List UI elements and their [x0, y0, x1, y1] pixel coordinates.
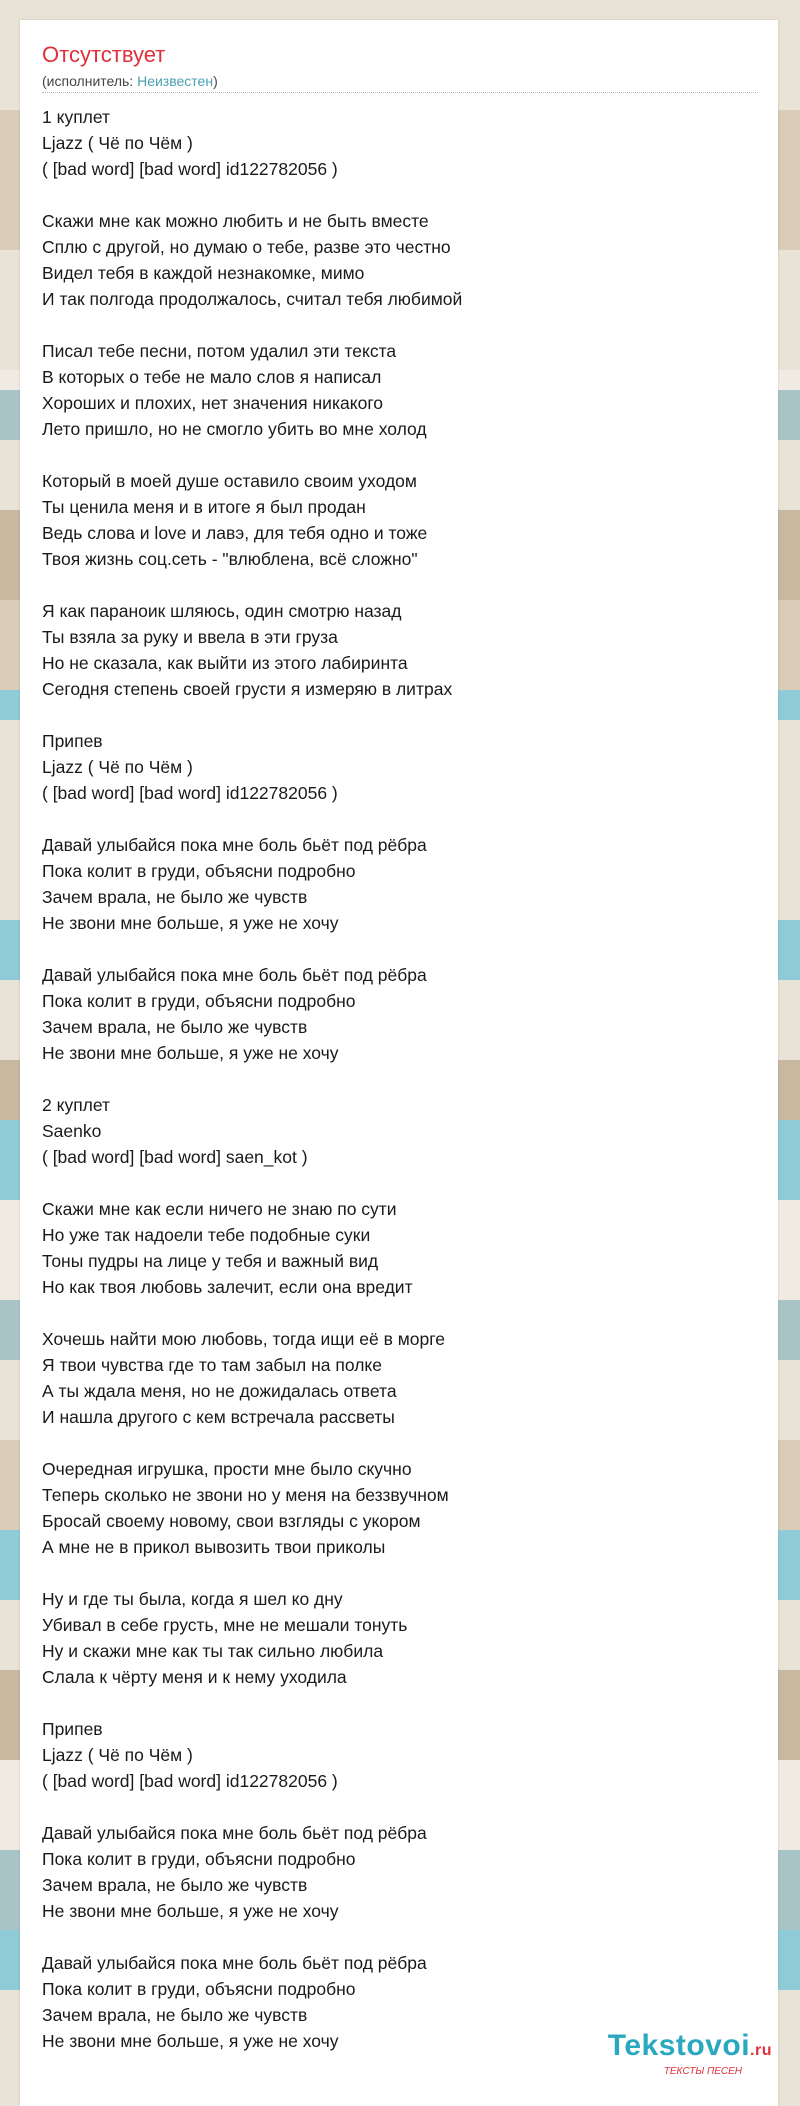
- lyric-line: ( [bad word] [bad word] saen_kot ): [42, 1147, 308, 1167]
- lyric-line: Писал тебе песни, потом удалил эти текста: [42, 341, 397, 361]
- lyric-blank-line: [42, 1924, 758, 1950]
- lyric-line: Скажи мне как если ничего не знаю по сути: [42, 1199, 397, 1219]
- lyric-line: ( [bad word] [bad word] id122782056 ): [42, 783, 338, 803]
- lyric-line: Пока колит в груди, объясни подробно: [42, 861, 356, 881]
- lyric-line: Ведь слова и love и лавэ, для тебя одно и тоже: [42, 523, 428, 543]
- lyric-blank-line: [42, 1690, 758, 1716]
- lyric-line: Хороших и плохих, нет значения никакого: [42, 393, 384, 413]
- lyric-line: Сегодня степень своей грусти я измеряю в литрах: [42, 679, 453, 699]
- lyric-line: Пока колит в груди, объясни подробно: [42, 1849, 356, 1869]
- site-logo[interactable]: [608, 2031, 772, 2078]
- lyric-line: Давай улыбайся пока мне боль бьёт под рёбра: [42, 835, 427, 855]
- lyric-blank-line: [42, 312, 758, 338]
- lyric-line: Припев: [42, 731, 103, 751]
- lyric-blank-line: [42, 572, 758, 598]
- lyric-line: Тоны пудры на лице у тебя и важный вид: [42, 1251, 379, 1271]
- lyric-line: Но уже так надоели тебе подобные суки: [42, 1225, 371, 1245]
- lyric-line: Не звони мне больше, я уже не хочу: [42, 2031, 339, 2051]
- lyric-line: Зачем врала, не было же чувств: [42, 887, 308, 907]
- lyric-line: Пока колит в груди, объясни подробно: [42, 991, 356, 1011]
- lyric-line: Сплю с другой, но думаю о тебе, разве это честно: [42, 237, 451, 257]
- lyric-line: Saenko: [42, 1121, 102, 1141]
- lyric-line: Лето пришло, но не смогло убить во мне холод: [42, 419, 427, 439]
- lyric-line: Видел тебя в каждой незнакомке, мимо: [42, 263, 365, 283]
- artist-prefix: (исполнитель:: [42, 73, 138, 89]
- lyric-line: А ты ждала меня, но не дожидалась ответа: [42, 1381, 397, 1401]
- lyric-line: Давай улыбайся пока мне боль бьёт под рёбра: [42, 965, 427, 985]
- lyric-line: Убивал в себе грусть, мне не мешали тонуть: [42, 1615, 408, 1635]
- lyric-line: Ну и где ты была, когда я шел ко дну: [42, 1589, 343, 1609]
- lyric-line: Слала к чёрту меня и к нему уходила: [42, 1667, 347, 1687]
- lyric-blank-line: [42, 806, 758, 832]
- lyric-line: Давай улыбайся пока мне боль бьёт под рёбра: [42, 1953, 427, 1973]
- lyric-blank-line: [42, 1430, 758, 1456]
- artist-suffix: ): [213, 73, 218, 89]
- logo-tld: .ru: [750, 2042, 772, 2059]
- lyric-blank-line: [42, 702, 758, 728]
- lyric-line: В которых о тебе не мало слов я написал: [42, 367, 382, 387]
- lyric-line: Очередная игрушка, прости мне было скучно: [42, 1459, 412, 1479]
- lyric-line: Скажи мне как можно любить и не быть вместе: [42, 211, 429, 231]
- lyric-blank-line: [42, 1560, 758, 1586]
- lyric-line: Ты взяла за руку и ввела в эти груза: [42, 627, 338, 647]
- lyric-line: А мне не в прикол вывозить твои приколы: [42, 1537, 386, 1557]
- lyric-blank-line: [42, 1170, 758, 1196]
- lyric-line: Теперь сколько не звони но у меня на беззвучном: [42, 1485, 449, 1505]
- logo-wordmark: [608, 2031, 772, 2066]
- logo-tagline: ТЕКСТЫ ПЕСЕН: [663, 2066, 742, 2077]
- lyric-line: Твоя жизнь соц.сеть - "влюблена, всё сложно": [42, 549, 418, 569]
- lyric-line: 2 куплет: [42, 1095, 111, 1115]
- lyrics-card: [20, 20, 778, 2106]
- lyric-line: Но не сказала, как выйти из этого лабиринта: [42, 653, 408, 673]
- lyric-blank-line: [42, 182, 758, 208]
- lyric-line: Припев: [42, 1719, 103, 1739]
- lyric-blank-line: [42, 936, 758, 962]
- lyric-line: Не звони мне больше, я уже не хочу: [42, 913, 339, 933]
- lyric-line: ( [bad word] [bad word] id122782056 ): [42, 159, 338, 179]
- lyric-line: Я как параноик шляюсь, один смотрю назад: [42, 601, 402, 621]
- lyric-line: Ljazz ( Чё по Чём ): [42, 757, 193, 777]
- lyrics-text: [42, 104, 758, 2054]
- logo-name: Tekstovoi: [607, 2029, 751, 2062]
- lyric-line: Ну и скажи мне как ты так сильно любила: [42, 1641, 384, 1661]
- lyric-blank-line: [42, 442, 758, 468]
- song-title: Отсутствует: [42, 42, 166, 67]
- lyric-line: Не звони мне больше, я уже не хочу: [42, 1901, 339, 1921]
- lyric-line: Не звони мне больше, я уже не хочу: [42, 1043, 339, 1063]
- lyric-line: Зачем врала, не было же чувств: [42, 1875, 308, 1895]
- lyric-line: Я твои чувства где то там забыл на полке: [42, 1355, 382, 1375]
- lyric-line: Хочешь найти мою любовь, тогда ищи её в морге: [42, 1329, 445, 1349]
- artist-link[interactable]: Неизвестен: [137, 73, 214, 89]
- lyric-line: ( [bad word] [bad word] id122782056 ): [42, 1771, 338, 1791]
- lyric-line: Ты ценила меня и в итоге я был продан: [42, 497, 366, 517]
- lyric-line: Бросай своему новому, свои взгляды с укором: [42, 1511, 421, 1531]
- lyric-blank-line: [42, 1300, 758, 1326]
- lyric-line: Но как твоя любовь залечит, если она вредит: [42, 1277, 413, 1297]
- lyric-line: И так полгода продолжалось, считал тебя любимой: [42, 289, 463, 309]
- lyric-line: И нашла другого с кем встречала рассветы: [42, 1407, 395, 1427]
- lyric-line: Пока колит в груди, объясни подробно: [42, 1979, 356, 1999]
- lyric-blank-line: [42, 1066, 758, 1092]
- lyric-line: Зачем врала, не было же чувств: [42, 2005, 308, 2025]
- lyric-line: Ljazz ( Чё по Чём ): [42, 133, 193, 153]
- title-divider: [42, 92, 758, 93]
- lyric-line: 1 куплет: [42, 107, 111, 127]
- lyric-blank-line: [42, 1794, 758, 1820]
- lyric-line: Который в моей душе оставило своим уходом: [42, 471, 417, 491]
- lyric-line: Ljazz ( Чё по Чём ): [42, 1745, 193, 1765]
- artist-line: [42, 72, 218, 90]
- lyric-line: Зачем врала, не было же чувств: [42, 1017, 308, 1037]
- lyric-line: Давай улыбайся пока мне боль бьёт под рёбра: [42, 1823, 427, 1843]
